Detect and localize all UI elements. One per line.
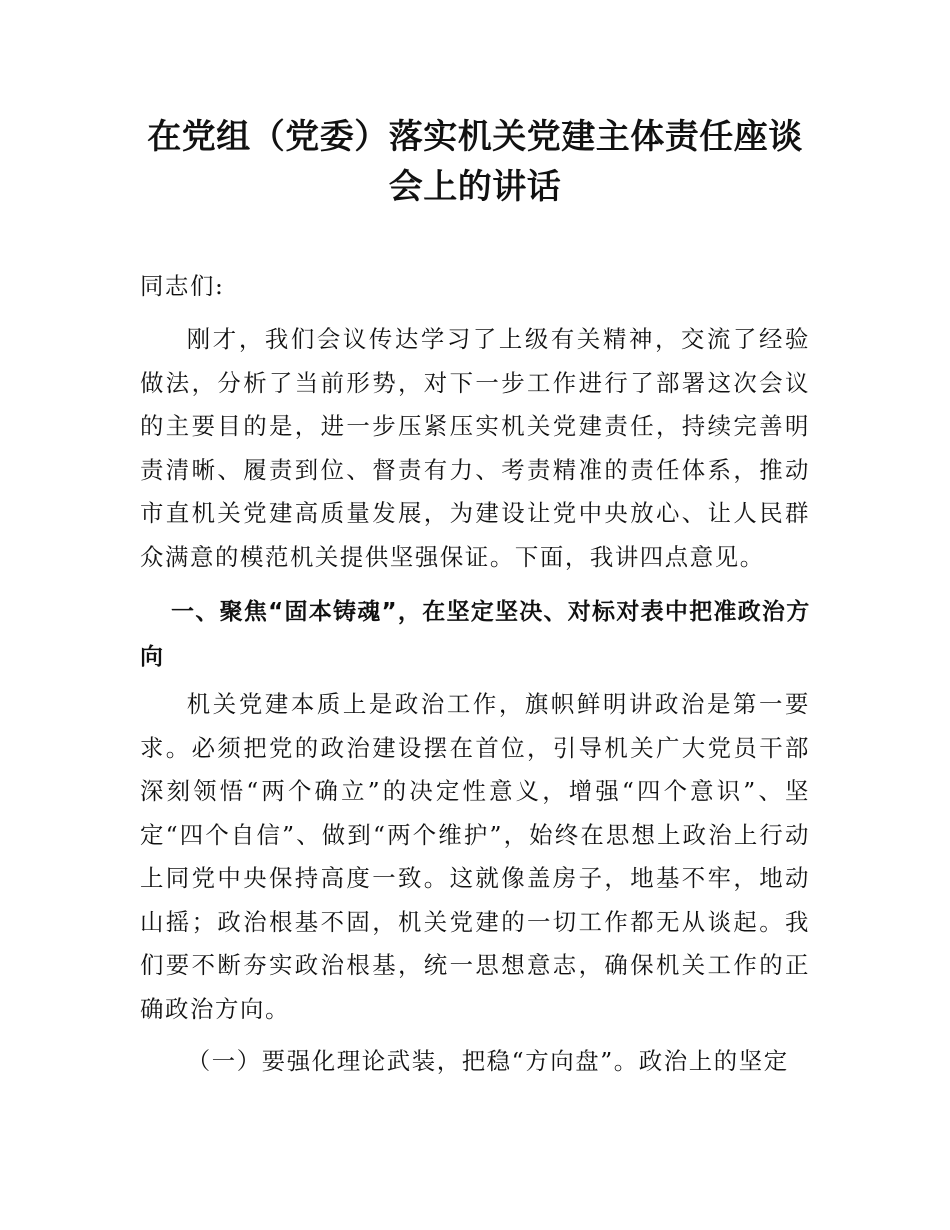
paragraph-intro: 刚才，我们会议传达学习了上级有关精神，交流了经验做法，分析了当前形势，对下一步工作进行了部署这次会议的主要目的是，进一步压紧压实机关党建责任，持续完善明责清晰、履责到位、督责有力、考责精准的责任体系，推动市直机关党建高质量发展，为建设让党中央放心、让人民群众满意的模范机关提供坚强保证。下面，我讲四点意见。 — [140, 325, 810, 571]
document-title: 在党组（党委）落实机关党建主体责任座谈会上的讲话 — [147, 117, 803, 207]
paragraph-subsection-1: （一）要强化理论武装，把稳“方向盘”。政治上的坚定 — [186, 1047, 789, 1075]
section-heading-1: 一、聚焦“固本铸魂”，在坚定坚决、对标对表中把准政治方向 — [140, 599, 810, 670]
paragraph-political-foundation: 机关党建本质上是政治工作，旗帜鲜明讲政治是第一要求。必须把党的政治建设摆在首位，引导机关广大党员干部深刻领悟“两个确立”的决定性意义，增强“四个意识”、坚定“四个自信”、做到“两个维护”，始终在思想上政治上行动上同党中央保持高度一致。这就像盖房子，地基不牢，地动山摇；政治根基不固，机关党建的一切工作都无从谈起。我们要不断夯实政治根基，统一思想意志，确保机关工作的正确政治方向。 — [140, 690, 810, 1023]
salutation: 同志们: — [140, 272, 225, 300]
